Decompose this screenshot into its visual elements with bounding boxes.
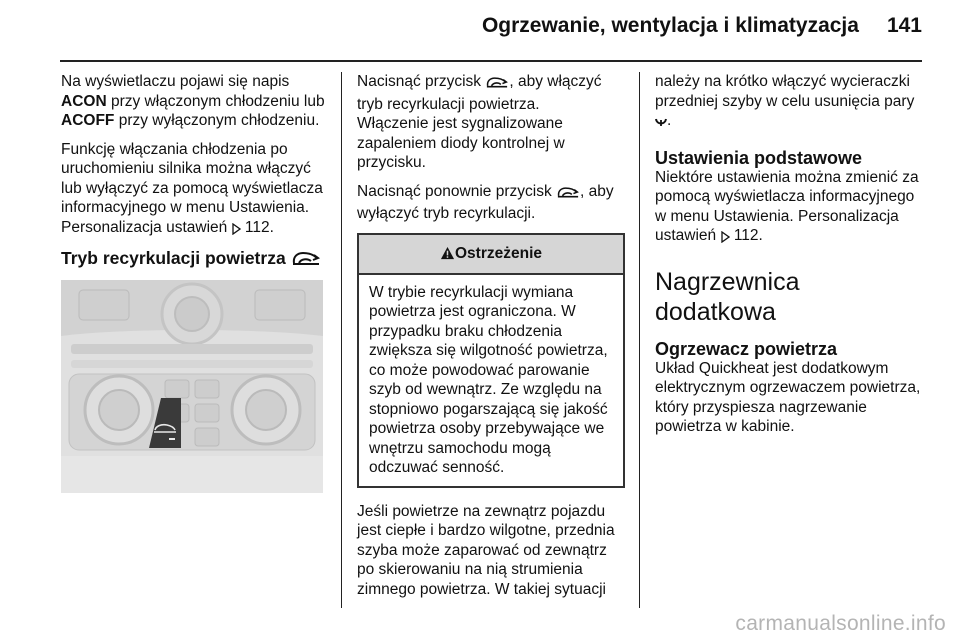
climate-control-panel-image <box>61 280 323 493</box>
air-heater-heading: Ogrzewacz powietrza <box>655 338 838 359</box>
acoff-label: ACOFF <box>61 112 115 129</box>
auxiliary-heater-heading: Nagrzewnica dodatkowa <box>655 267 800 326</box>
cooling-settings-paragraph: Funkcję włączania chłodzenia po uruchomieniu silnika można włączyć lub wyłączyć za pomocą wyświetlacza informacyjnego w menu Ustawienia. Personalizacja ustawień 112. <box>61 140 327 241</box>
warning-triangle-icon <box>440 238 455 276</box>
warning-box <box>357 233 625 488</box>
column-divider-2 <box>639 72 640 608</box>
column-divider-1 <box>341 72 342 608</box>
wipers-paragraph: należy na krótko włączyć wycieraczki przedniej szyby w celu usunięcia pary . <box>655 72 927 134</box>
quickheat-paragraph: Układ Quickheat jest dodatkowym elektrycznym ogrzewaczem powietrza, który przyspiesza nagrzewanie powietrza w kabinie. <box>655 359 921 435</box>
page-number: 141 <box>886 14 922 37</box>
basic-settings-paragraph: Niektóre ustawienia można zmienić za pomocą wyświetlacza informacyjnego w menu Ustawienia. Personalizacja ustawień 112. <box>655 168 927 249</box>
recirculation-off-paragraph: Nacisnąć ponownie przycisk , aby wyłączyć tryb recyrkulacji. <box>357 182 614 222</box>
recirculation-heading: Tryb recyrkulacji powietrza <box>61 249 327 272</box>
fogging-paragraph: Jeśli powietrze na zewnątrz pojazdu jest ciepłe i bardzo wilgotne, przednia szyba może zaparować od zewnątrz po skierowaniu na nią strumienia zimnego powietrza. W takiej sytuacji <box>357 502 615 598</box>
recirculation-icon <box>291 249 321 272</box>
recirculation-on-paragraph: Nacisnąć przycisk , aby włączyć tryb recyrkulacji powietrza. Włączenie jest sygnalizowane zapaleniem diody kontrolnej w przycisku. <box>357 73 602 171</box>
warning-title: Ostrzeżenie <box>454 244 542 262</box>
wiper-icon <box>655 114 667 134</box>
page-header <box>482 14 922 38</box>
header-rule <box>60 60 922 62</box>
acon-label: ACON <box>61 92 107 110</box>
warning-text: W trybie recyrkulacji wymiana powietrza jest ograniczona. W przypadku braku chłodzenia zwiększa się wilgotność powietrza, co może powodować parowanie szyb od wewnątrz. Ze względu na stopniowo pogarszającą się jakość powietrza osoby przebywające we wnętrzu samochodu mogą odczuwać senność. <box>369 283 608 476</box>
page-reference-icon <box>721 229 730 249</box>
warning-header <box>359 235 623 275</box>
basic-settings-heading: Ustawienia podstawowe <box>655 147 863 168</box>
watermark: carmanualsonline.info <box>735 612 946 635</box>
recirculation-icon <box>556 185 580 205</box>
column-1 <box>61 72 327 493</box>
page-reference-icon <box>232 221 241 241</box>
column-2 <box>357 72 625 608</box>
indicator-text: Włączenie jest sygnalizowane zapaleniem diody kontrolnej w przycisku. <box>357 115 565 171</box>
recirculation-icon <box>485 75 509 95</box>
acon-paragraph: Na wyświetlaczu pojawi się napis ACON przy włączonym chłodzeniu lub ACOFF przy wyłączonym chłodzeniu. <box>61 73 325 129</box>
column-3 <box>655 72 927 446</box>
page-title: Ogrzewanie, wentylacja i klimatyzacja <box>481 14 859 37</box>
